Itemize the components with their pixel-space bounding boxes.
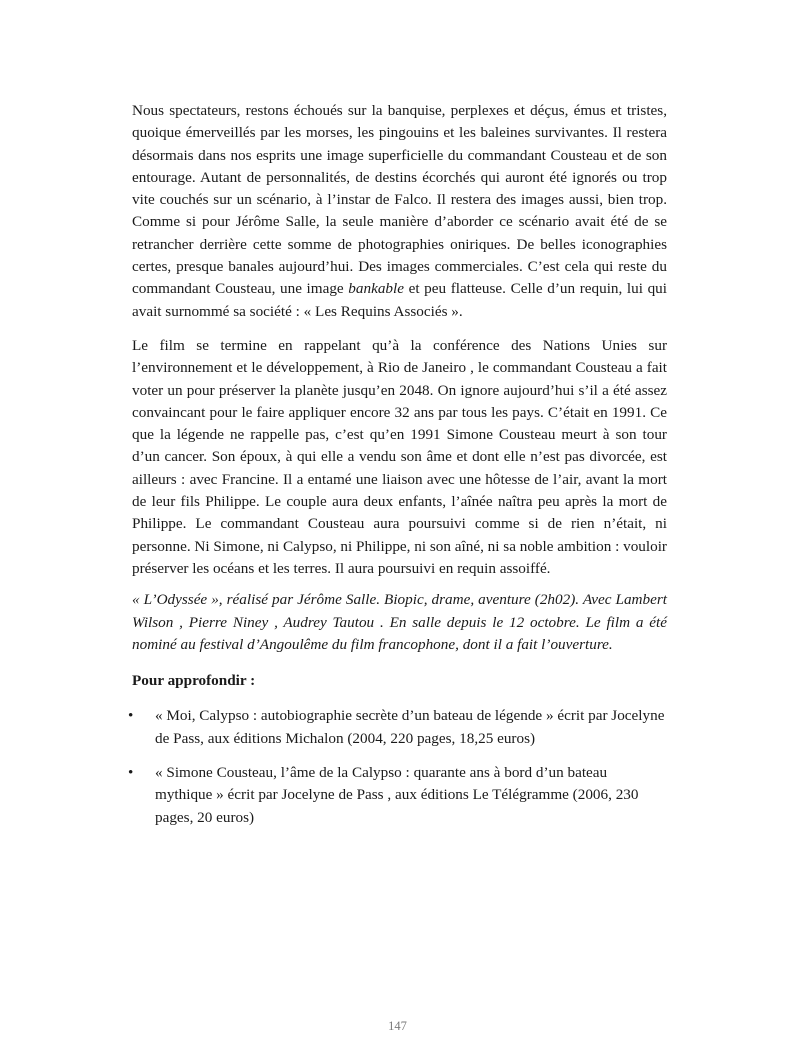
paragraph-fin-du-film: Le film se termine en rappelant qu’à la conférence des Nations Unies sur l’environnement et le développement, à Rio de Janeiro , le commandant Cousteau a fait voter un pour préserver la planète jusqu’en 2048. On ignore aujourd’hui s’il a été assez convaincant pour le faire appliquer encore 32 ans par tous les pays. C’était en 1991. Ce que la légende ne rappelle pas, c’est qu’en 1991 Simone Cousteau meurt à son tour d’un cancer. Son époux, à qui elle a vendu son âme et dont elle n’est pas divorcée, est ailleurs : avec Francine. Il a entamé une liaison avec une hôtesse de l’air, avant la mort de leur fils Philippe. Le couple aura deux enfants, l’aînée naîtra peu après la mort de Philippe. Le commandant Cousteau aura poursuivi comme si de rien n’était, ni personne. Ni Simone, ni Calypso, ni Philippe, ni son aîné, ni sa noble ambition : vouloir préserver les océans et les terres. Il aura poursuivi en requin assoiffé. [132, 336, 667, 577]
reading-list [128, 705, 667, 828]
paragraph-spectateurs [132, 100, 667, 323]
section-heading: Pour approfondir : [132, 672, 256, 690]
page-body [128, 100, 667, 841]
bullet-icon: • [128, 707, 134, 725]
list-item [128, 705, 667, 750]
list-item [128, 762, 667, 829]
bullet-icon: • [128, 764, 134, 782]
film-credits: « L’Odyssée », réalisé par Jérôme Salle. Biopic, drame, aventure (2h02). Avec Lambert Wilson , Pierre Niney , Audrey Tautou . En salle depuis le 12 octobre. Le film a été nominé au festival d’Angoulême du film francophone, dont il a fait l’ouverture. [132, 591, 667, 653]
paragraph-text: Nous spectateurs, restons échoués sur la banquise, perplexes et déçus, émus et tristes, quoique émerveillés par les morses, les pingouins et les baleines survivantes. Il restera désormais dans nos esprits une image superficielle du commandant Cousteau et de son entourage. Autant de personnalités, de destins écorchés qui auront été ignorés ou trop vite couchés sur un scénario, à l’instar de Falco. Il restera des images aussi, bien trop. Comme si pour Jérôme Salle, la seule manière d’aborder ce scénario avait été de se retrancher derrière cette somme de photographies oniriques. De belles iconographies certes, presque banales aujourd’hui. Des images commerciales. C’est cela qui reste du commandant Cousteau, une image [132, 102, 667, 298]
page-number: 147 [388, 1019, 407, 1033]
emphasis-bankable: bankable [348, 280, 404, 298]
list-item-text: « Simone Cousteau, l’âme de la Calypso : quarante ans à bord d’un bateau mythique » écrit par Jocelyne de Pass , aux éditions Le Télégramme (2006, 230 pages, 20 euros) [155, 764, 639, 826]
paragraph-text: et peu flatteuse. Celle d’un requin, lui qui avait surnommé sa société : « Les Requins Associés ». [132, 280, 667, 320]
list-item-text: « Moi, Calypso : autobiographie secrète d’un bateau de légende » écrit par Jocelyne de Pass, aux éditions Michalon (2004, 220 pages, 18,25 euros) [155, 707, 665, 747]
